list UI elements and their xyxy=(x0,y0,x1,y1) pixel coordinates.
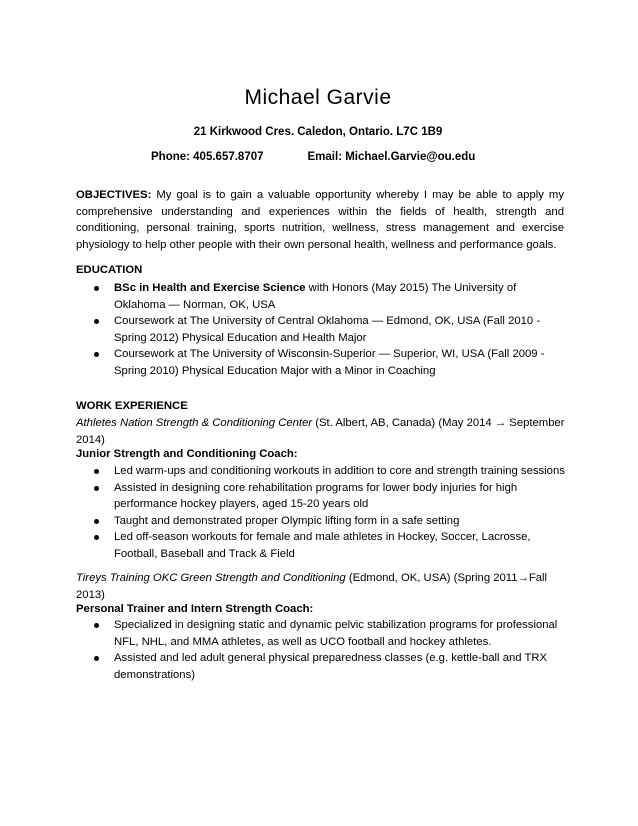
job2-duty xyxy=(76,617,566,650)
job2-details: (Edmond, OK, USA) (Spring 2011→Fall 2013) xyxy=(76,572,548,601)
education-item-text: Coursework at The University of Central Oklahoma — Edmond, OK, USA (Fall 2010 - Spring 2012) Physical Education and Health Major xyxy=(114,315,541,344)
duty-text: Led warm-ups and conditioning workouts in addition to core and strength training sessions xyxy=(114,465,565,477)
work-experience-heading: WORK EXPERIENCE xyxy=(76,400,188,412)
job2-title: Personal Trainer and Intern Strength Coach: xyxy=(76,603,314,615)
duty-text: Led off-season workouts for female and male athletes in Hockey, Soccer, Lacrosse, Football, Baseball and Track & Field xyxy=(114,531,531,560)
education-item-text: Coursework at The University of Wisconsin-Superior — Superior, WI, USA (Fall 2009 - Spring 2010) Physical Education Major with a Minor in Coaching xyxy=(114,348,545,377)
duty-text: Taught and demonstrated proper Olympic lifting form in a safe setting xyxy=(114,514,460,527)
contact-line xyxy=(151,149,475,166)
candidate-name: Michael Garvie xyxy=(244,86,392,109)
education-item-text: with Honors (May 2015) The University of Oklahoma — Norman, OK, USA xyxy=(114,282,517,311)
education-item xyxy=(76,346,566,379)
job1-duty xyxy=(76,529,566,562)
duty-text: Specialized in designing static and dynamic pelvic stabilization programs for professional NFL, NHL, and MMA athletes, as well as UCO football and hockey athletes. xyxy=(114,619,558,648)
job1-duties xyxy=(76,463,566,562)
job1-title: Junior Strength and Conditioning Coach: xyxy=(76,448,298,460)
job1-details: (St. Albert, AB, Canada) (May 2014 → September 2014) xyxy=(76,417,565,446)
objectives-label: OBJECTIVES: xyxy=(76,189,152,201)
education-list xyxy=(76,280,566,379)
job2-duties xyxy=(76,617,566,683)
job1-employer: Athletes Nation Strength & Conditioning Center xyxy=(76,417,313,429)
education-item xyxy=(76,280,566,313)
job2-duty xyxy=(76,650,566,683)
objectives-text: My goal is to gain a valuable opportunity whereby I may be able to apply my comprehensive understanding and experiences within the fields of health, strength and conditioning, personal training, sports nutrition, wellness, stress management and exercise physiology to help other people with their own personal health, wellness and performance goals. xyxy=(76,189,564,251)
job1-duty xyxy=(76,480,566,513)
education-heading: EDUCATION xyxy=(76,264,143,276)
degree-name: BSc in Health and Exercise Science xyxy=(114,282,306,294)
phone-number: Phone: 405.657.8707 xyxy=(151,151,264,163)
job2-employer: Tireys Training OKC Green Strength and Conditioning xyxy=(76,572,346,584)
job2-employer-line xyxy=(76,570,566,603)
job1-employer-line xyxy=(76,415,566,448)
duty-text: Assisted in designing core rehabilitation programs for lower body injuries for high performance hockey players, aged 15-20 years old xyxy=(114,481,518,510)
education-item xyxy=(76,313,566,346)
job1-duty xyxy=(76,463,566,480)
address-line: 21 Kirkwood Cres. Caledon, Ontario. L7C 1B9 xyxy=(193,126,443,138)
objectives-paragraph xyxy=(76,187,564,253)
email-address: Email: Michael.Garvie@ou.edu xyxy=(307,151,476,163)
job1-duty xyxy=(76,513,566,530)
duty-text: Assisted and led adult general physical preparedness classes (e.g. kettle-ball and TRX demonstrations) xyxy=(114,652,548,681)
